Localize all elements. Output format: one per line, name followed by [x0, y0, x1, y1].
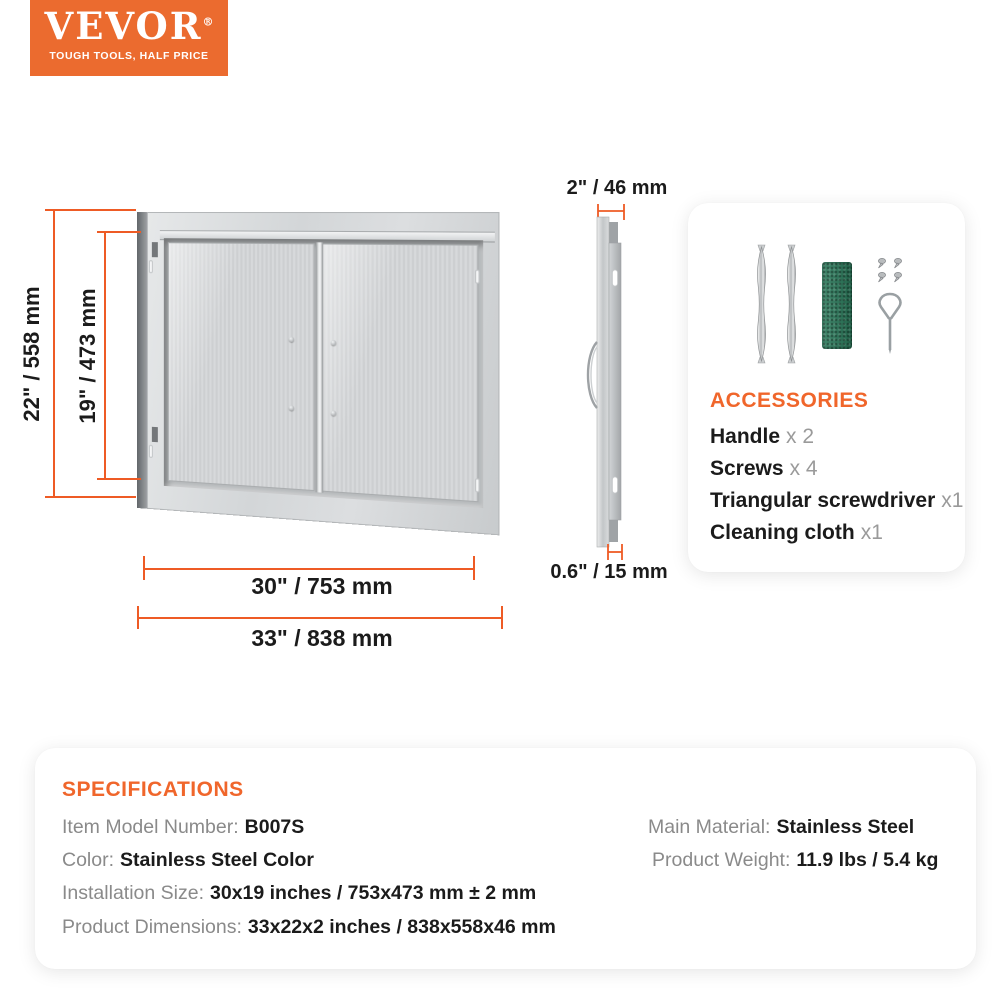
- dim-line-outer-height: [53, 210, 55, 498]
- door-hinge-icon: [152, 427, 158, 442]
- accessory-name: Screws: [710, 457, 784, 480]
- door-recess: [164, 238, 483, 508]
- accessory-handle-icon: [782, 241, 800, 367]
- vevor-logo: [30, 0, 228, 76]
- side-top-tab: [609, 222, 618, 244]
- panel-screw-icon: [289, 405, 294, 410]
- dim-tick: [501, 606, 503, 629]
- dim-line-inner-height: [104, 232, 106, 480]
- accessory-count: x1: [941, 489, 964, 512]
- side-handle-highlight: [591, 347, 597, 403]
- spec-label: Installation Size:: [62, 882, 204, 904]
- accessory-name: Triangular screwdriver: [710, 489, 936, 512]
- dim-label-flange-depth: 0.6" / 15 mm: [550, 561, 668, 583]
- side-bottom-tab: [609, 520, 618, 542]
- door-hinge-icon: [152, 242, 158, 257]
- panel-screw-icon: [331, 410, 336, 416]
- accessory-triangular-screwdriver-icon: [876, 291, 904, 355]
- accessory-item-screwdriver: [710, 489, 963, 513]
- accessory-item-cloth: [710, 521, 883, 545]
- spec-row-product-weight: [652, 849, 938, 872]
- specifications-card: [35, 748, 976, 969]
- dim-line-outer-width: [137, 617, 503, 619]
- registered-trademark-icon: ®: [202, 15, 214, 29]
- spec-label: Product Dimensions:: [62, 916, 242, 938]
- accessories-card: [688, 203, 965, 572]
- spec-row-main-material: [648, 816, 914, 839]
- accessory-screws-icon: [874, 255, 910, 287]
- accessory-item-screws: [710, 457, 818, 481]
- spec-row-model: [62, 816, 304, 839]
- spec-label: Product Weight:: [652, 849, 791, 871]
- spec-value: Stainless Steel: [776, 816, 915, 838]
- spec-row-color: [62, 849, 314, 872]
- door-side-view: [555, 180, 645, 580]
- spec-row-installation-size: [62, 882, 536, 905]
- door-center-divider: [316, 242, 324, 492]
- dim-tick: [97, 478, 141, 480]
- spec-value: 33x22x2 inches / 838x558x46 mm: [247, 916, 556, 938]
- spec-value: 11.9 lbs / 5.4 kg: [796, 849, 939, 871]
- accessory-handle-icon: [752, 241, 770, 367]
- accessory-count: x1: [860, 521, 883, 544]
- dim-tick: [97, 231, 141, 233]
- accessory-cleaning-cloth-icon: [822, 262, 852, 349]
- panel-screw-icon: [289, 337, 294, 342]
- mounting-slot-icon: [613, 477, 618, 493]
- mounting-slot-icon: [475, 478, 480, 492]
- dim-label-total-depth: 2" / 46 mm: [566, 177, 668, 199]
- accessories-heading: ACCESSORIES: [710, 389, 869, 412]
- panel-screw-icon: [331, 340, 336, 345]
- dim-tick: [143, 556, 145, 580]
- door-left-return-edge: [137, 212, 147, 509]
- spec-value: 30x19 inches / 753x473 mm ± 2 mm: [210, 882, 537, 904]
- spec-label: Item Model Number:: [62, 816, 239, 838]
- door-panel-left: [168, 242, 315, 491]
- accessory-name: Handle: [710, 425, 781, 448]
- specifications-heading: SPECIFICATIONS: [62, 778, 244, 801]
- accessory-item-handle: [710, 425, 814, 449]
- dim-label-inner-height: 19" / 473 mm: [75, 288, 100, 424]
- logo-wordmark: [30, 4, 228, 48]
- mounting-slot-icon: [149, 260, 153, 273]
- spec-row-product-dimensions: [62, 916, 556, 939]
- dim-label-outer-width: 33" / 838 mm: [251, 625, 393, 651]
- dim-line-inner-width: [143, 568, 475, 570]
- logo-tagline: TOUGH TOOLS, HALF PRICE: [49, 50, 209, 62]
- accessory-count: x 4: [789, 457, 818, 480]
- side-handle-icon: [588, 342, 597, 408]
- spec-value: Stainless Steel Color: [120, 849, 315, 871]
- dim-label-outer-height: 22" / 558 mm: [19, 286, 44, 422]
- spec-label: Main Material:: [648, 816, 771, 838]
- dim-line-flange-depth: [608, 544, 622, 560]
- mounting-slot-icon: [613, 270, 618, 286]
- door-front-view: [137, 212, 500, 535]
- spec-label: Color:: [62, 849, 115, 871]
- mounting-slot-icon: [149, 445, 153, 458]
- accessory-name: Cleaning cloth: [710, 521, 855, 544]
- logo-text: VEVOR: [44, 4, 203, 48]
- spec-value: B007S: [244, 816, 305, 838]
- dim-label-inner-width: 30" / 753 mm: [251, 573, 393, 599]
- dim-tick: [137, 606, 139, 629]
- side-front-plate: [597, 217, 609, 547]
- door-panel-right: [320, 243, 478, 502]
- mounting-slot-icon: [475, 270, 480, 284]
- accessory-count: x 2: [786, 425, 815, 448]
